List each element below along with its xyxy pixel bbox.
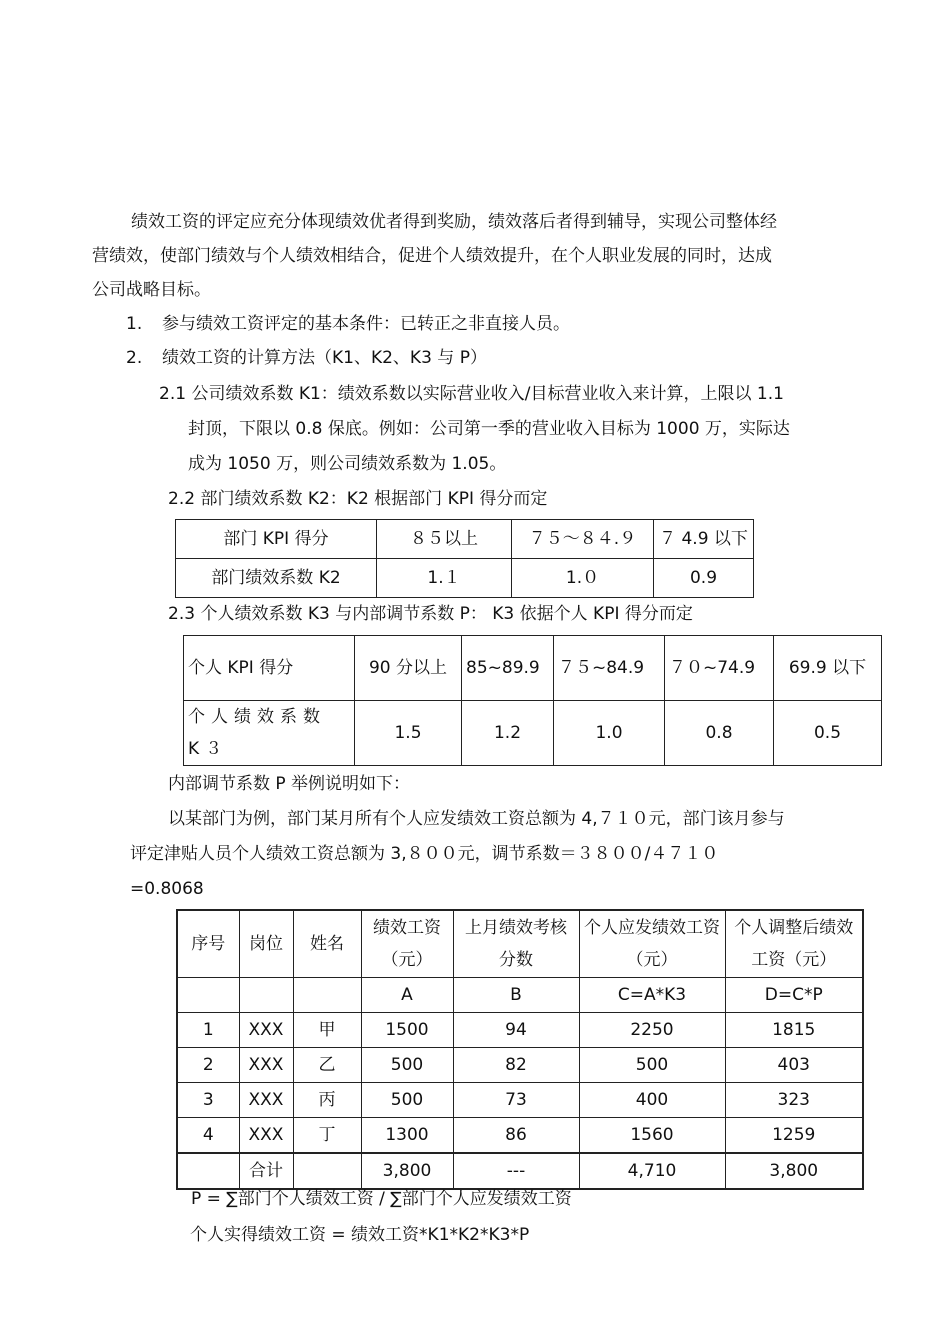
k3-cell: 个人绩效系数 K３	[184, 701, 355, 766]
intro-line-2: 营绩效，使部门绩效与个人绩效相结合，促进个人绩效提升，在个人职业发展的同时，达成	[92, 246, 772, 266]
pay-cell: 500	[579, 1048, 725, 1083]
k3-cell: 69.9 以下	[774, 636, 882, 701]
table-row	[177, 1118, 863, 1154]
k3-cell: 1.5	[355, 701, 462, 766]
pay-cell: 3,800	[361, 1153, 453, 1189]
pay-cell: 86	[453, 1118, 579, 1154]
pay-cell: XXX	[239, 1083, 293, 1118]
pay-cell: 1500	[361, 1013, 453, 1048]
k2-cell: ７ 4.9 以下	[654, 520, 754, 559]
pay-cell: 2250	[579, 1013, 725, 1048]
table-row	[177, 1083, 863, 1118]
section-2-1-line-1: 2.1 公司绩效系数 K1：绩效系数以实际营业收入/目标营业收入来计算，上限以 1.1	[159, 384, 784, 404]
k3-table	[183, 635, 882, 766]
formula-p: P = ∑部门个人绩效工资 / ∑部门个人应发绩效工资	[191, 1189, 572, 1209]
pay-header-cell: 序号	[177, 910, 239, 978]
pay-header-cell: 姓名	[293, 910, 361, 978]
pay-cell: D=C*P	[725, 978, 863, 1013]
pay-cell	[177, 978, 239, 1013]
pay-cell: XXX	[239, 1118, 293, 1154]
table-row	[177, 1048, 863, 1083]
k3-table-row	[184, 636, 882, 701]
pay-cell: 1259	[725, 1118, 863, 1154]
intro-line-3: 公司战略目标。	[92, 280, 211, 300]
pay-cell: 82	[453, 1048, 579, 1083]
k2-cell: ７５～８４.９	[512, 520, 654, 559]
pay-cell: 甲	[293, 1013, 361, 1048]
section-2-1-line-2: 封顶，下限以 0.8 保底。例如：公司第一季的营业收入目标为 1000 万，实际达	[188, 419, 790, 439]
pay-cell: 1	[177, 1013, 239, 1048]
section-2-3-heading: 2.3 个人绩效系数 K3 与内部调节系数 P： K3 依据个人 KPI 得分而定	[168, 604, 693, 624]
pay-cell: 1560	[579, 1118, 725, 1154]
pay-cell: XXX	[239, 1048, 293, 1083]
pay-cell: 500	[361, 1083, 453, 1118]
k2-table-row	[176, 520, 754, 559]
pay-cell: XXX	[239, 1013, 293, 1048]
item-2-number: 2.	[126, 348, 143, 368]
pay-cell: 73	[453, 1083, 579, 1118]
pay-cell: 1300	[361, 1118, 453, 1154]
section-2-1-line-3: 成为 1050 万，则公司绩效系数为 1.05。	[188, 454, 507, 474]
pay-cell: 丁	[293, 1118, 361, 1154]
pay-formula-row	[177, 978, 863, 1013]
k3-cell: 90 分以上	[355, 636, 462, 701]
k2-cell: 0.9	[654, 559, 754, 598]
pay-header-cell: 上月绩效考核分数	[453, 910, 579, 978]
k2-cell: ８５以上	[377, 520, 512, 559]
example-line-3: =0.8068	[130, 879, 204, 899]
item-1-number: 1.	[126, 314, 143, 334]
item-2-text: 绩效工资的计算方法（K1、K2、K3 与 P）	[162, 348, 487, 368]
pay-cell: 94	[453, 1013, 579, 1048]
pay-header-cell: 个人应发绩效工资（元）	[579, 910, 725, 978]
k3-cell: 0.8	[665, 701, 774, 766]
k3-cell: 1.0	[554, 701, 665, 766]
pay-cell: C=A*K3	[579, 978, 725, 1013]
k2-cell: 1.１	[377, 559, 512, 598]
pay-table-header	[177, 910, 863, 978]
k2-table-row	[176, 559, 754, 598]
pay-header-cell: 个人调整后绩效工资（元）	[725, 910, 863, 978]
pay-cell: 400	[579, 1083, 725, 1118]
pay-header-cell: 绩效工资（元）	[361, 910, 453, 978]
item-1-text: 参与绩效工资评定的基本条件：已转正之非直接人员。	[162, 314, 570, 334]
p-intro: 内部调节系数 P 举例说明如下：	[168, 774, 411, 794]
pay-cell: 500	[361, 1048, 453, 1083]
example-line-2: 评定津贴人员个人绩效工资总额为 3,８００元，调节系数＝３８００/４７１０	[130, 844, 719, 864]
k3-cell: ７５~84.9	[554, 636, 665, 701]
pay-cell: 4,710	[579, 1153, 725, 1189]
pay-cell: 3,800	[725, 1153, 863, 1189]
formula-final: 个人实得绩效工资 = 绩效工资*K1*K2*K3*P	[190, 1225, 530, 1245]
pay-cell: 1815	[725, 1013, 863, 1048]
pay-cell: 合计	[239, 1153, 293, 1189]
k2-cell: 1.０	[512, 559, 654, 598]
pay-cell: 4	[177, 1118, 239, 1154]
k3-cell: ７０~74.9	[665, 636, 774, 701]
pay-table	[176, 909, 864, 1190]
pay-header-cell: 岗位	[239, 910, 293, 978]
pay-cell: B	[453, 978, 579, 1013]
pay-cell	[239, 978, 293, 1013]
k3-cell: 0.5	[774, 701, 882, 766]
pay-cell: 403	[725, 1048, 863, 1083]
pay-cell: ---	[453, 1153, 579, 1189]
k3-cell: 85~89.9	[462, 636, 554, 701]
intro-line-1: 绩效工资的评定应充分体现绩效优者得到奖励，绩效落后者得到辅导，实现公司整体经	[131, 212, 777, 232]
k2-table	[175, 519, 754, 598]
k2-cell: 部门绩效系数 K2	[176, 559, 377, 598]
k3-cell: 1.2	[462, 701, 554, 766]
pay-cell: 2	[177, 1048, 239, 1083]
example-line-1: 以某部门为例，部门某月所有个人应发绩效工资总额为 4,７１０元，部门该月参与	[168, 809, 785, 829]
pay-cell: 乙	[293, 1048, 361, 1083]
pay-cell	[293, 978, 361, 1013]
pay-cell: 丙	[293, 1083, 361, 1118]
pay-cell: 3	[177, 1083, 239, 1118]
pay-cell: A	[361, 978, 453, 1013]
k3-cell: 个人 KPI 得分	[184, 636, 355, 701]
k2-cell: 部门 KPI 得分	[176, 520, 377, 559]
section-2-2-heading: 2.2 部门绩效系数 K2：K2 根据部门 KPI 得分而定	[168, 489, 548, 509]
table-row	[177, 1013, 863, 1048]
k3-table-row	[184, 701, 882, 766]
pay-cell: 323	[725, 1083, 863, 1118]
